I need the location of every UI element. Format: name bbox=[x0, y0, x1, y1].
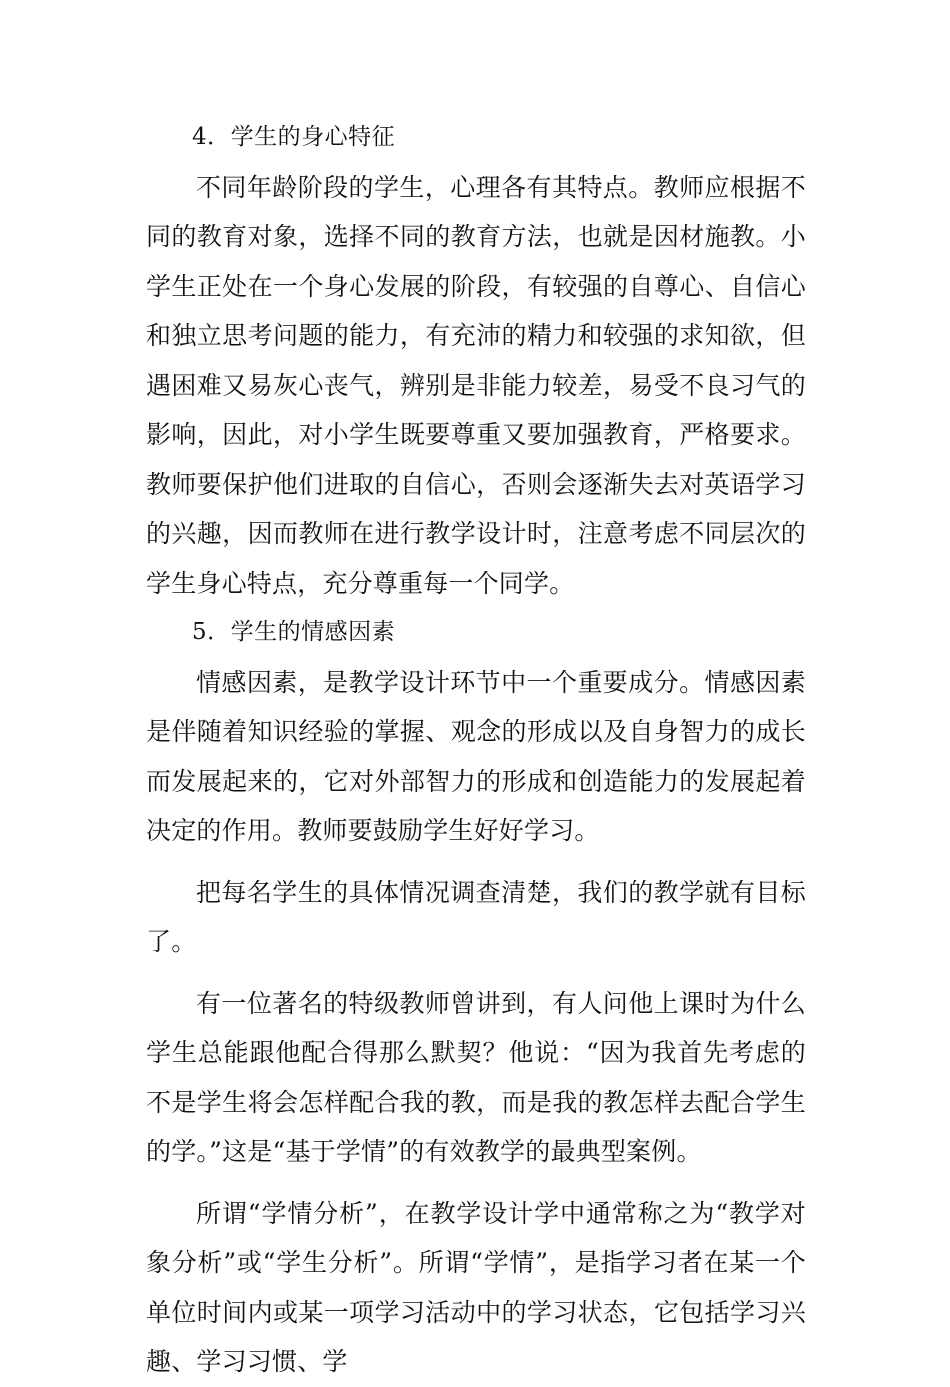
section-heading-5: 5．学生的情感因素 bbox=[192, 619, 396, 645]
paragraph-teacher-anecdote: 有一位著名的特级教师曾讲到，有人问他上课时为什么学生总能跟他配合得那么默契？他说：“因为我首先考虑的不是学生将会怎样配合我的教，而是我的教怎样去配合学生的学。”这是“基于学情”的有效教学的最典型案例。 bbox=[146, 988, 806, 1166]
paragraph-investigate-students: 把每名学生的具体情况调查清楚，我们的教学就有目标了。 bbox=[146, 877, 806, 956]
paragraph-physical-mental-traits: 不同年龄阶段的学生，心理各有其特点。教师应根据不同的教育对象，选择不同的教育方法，也就是因材施教。小学生正处在一个身心发展的阶段，有较强的自尊心、自信心和独立思考问题的能力，有充沛的精力和较强的求知欲，但遇困难又易灰心丧气，辨别是非能力较差，易受不良习气的影响，因此，对小学生既要尊重又要加强教育，严格要求。教师要保护他们进取的自信心，否则会逐渐失去对英语学习的兴趣，因而教师在进行教学设计时，注意考虑不同层次的学生身心特点，充分尊重每一个同学。 bbox=[146, 172, 806, 598]
paragraph-learning-analysis: 所谓“学情分析”，在教学设计学中通常称之为“教学对象分析”或“学生分析”。所谓“学情”，是指学习者在某一个单位时间内或某一项学习活动中的学习状态，它包括学习兴趣、学习习惯、学 bbox=[146, 1198, 806, 1376]
section-heading-4: 4．学生的身心特征 bbox=[192, 124, 396, 150]
paragraph-emotional-factors: 情感因素，是教学设计环节中一个重要成分。情感因素是伴随着知识经验的掌握、观念的形成以及自身智力的成长而发展起来的，它对外部智力的形成和创造能力的发展起着决定的作用。教师要鼓励学生好好学习。 bbox=[146, 667, 806, 845]
document-body bbox=[146, 113, 806, 1387]
